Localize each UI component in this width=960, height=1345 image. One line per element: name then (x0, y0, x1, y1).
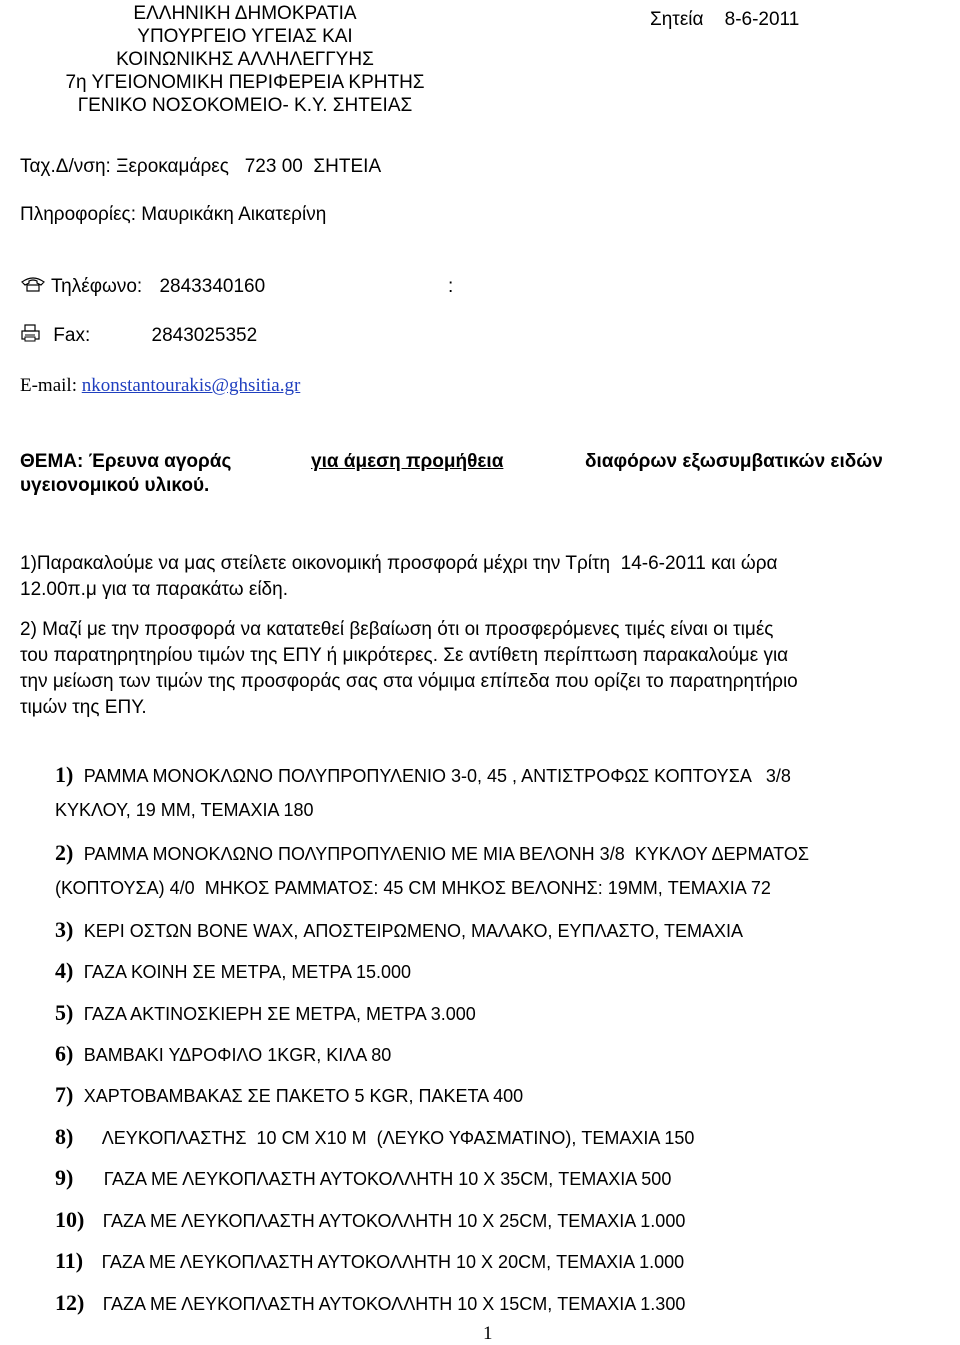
paragraph-2-line-3: την μείωση των τιμών της προσφοράς σας στα νόμιμα επίπεδα που ορίζει το παρατηρητήριο (20, 671, 798, 692)
list-item (55, 1207, 685, 1233)
paragraph-2-line-2: του παρατηρητηρίου τιμών της ΕΠΥ ή μικρότερες. Σε αντίθετη περίπτωση παρακαλούμε για (20, 645, 789, 666)
item-number: 11) (55, 1248, 84, 1273)
address-value: Ξεροκαμάρες 723 00 ΣΗΤΕΙΑ (116, 156, 382, 177)
item-number: 2) (55, 840, 74, 865)
page-number: 1 (483, 1323, 493, 1344)
item-number: 1) (55, 762, 74, 787)
item-number: 6) (55, 1041, 74, 1066)
document-date: 8-6-2011 (724, 9, 800, 30)
info-label: Πληροφορίες: (20, 204, 136, 225)
info-value: Μαυρικάκη Αικατερίνη (141, 204, 327, 225)
item-text: ΛΕΥΚΟΠΛΑΣΤΗΣ 10 CM X10 M (ΛΕΥΚΟ ΥΦΑΣΜΑΤΙΝΟ), ΤΕΜΑΧΙΑ 150 (101, 1128, 695, 1148)
list-item (55, 1165, 671, 1191)
list-item (55, 1000, 476, 1026)
item-text-continued: ΚΥΚΛΟΥ, 19 ΜΜ, ΤΕΜΑΧΙΑ 180 (55, 800, 314, 820)
org-line-5: ΓΕΝΙΚΟ ΝΟΣΟΚΟΜΕΙΟ- Κ.Υ. ΣΗΤΕΙΑΣ (77, 95, 413, 116)
phone-label: Τηλέφωνο: (50, 276, 143, 297)
fax-icon (20, 324, 42, 348)
subject-line-2: υγειονομικού υλικού. (20, 475, 210, 496)
org-line-4: 7η ΥΓΕΙΟΝΟΜΙΚΗ ΠΕΡΙΦΕΡΕΙΑ ΚΡΗΤΗΣ (65, 72, 425, 93)
item-text: ΒΑΜΒΑΚΙ ΥΔΡΟΦΙΛΟ 1KGR, ΚΙΛΑ 80 (83, 1045, 392, 1065)
item-text: ΓΑΖΑ ΚΟΙΝΗ ΣΕ ΜΕΤΡΑ, ΜΕΤΡΑ 15.000 (83, 962, 412, 982)
item-text: ΓΑΖΑ ΜΕ ΛΕΥΚΟΠΛΑΣΤΗ ΑΥΤΟΚΟΛΛΗΤΗ 10 Χ 25CM, ΤΕΜΑΧΙΑ 1.000 (102, 1211, 686, 1231)
item-number: 3) (55, 917, 74, 942)
list-item (55, 1082, 523, 1108)
item-text: ΧΑΡΤΟΒΑΜΒΑΚΑΣ ΣΕ ΠΑΚΕΤΟ 5 KGR, ΠΑΚΕΤΑ 400 (83, 1086, 524, 1106)
email-link[interactable]: nkonstantourakis@ghsitia.gr (81, 375, 301, 396)
item-text: ΚΕΡΙ ΟΣΤΩΝ BONE WAX, ΑΠΟΣΤΕΙΡΩΜΕΝΟ, ΜΑΛΑΚΟ, ΕΥΠΛΑΣΤΟ, ΤΕΜΑΧΙΑ (83, 921, 744, 941)
info-line (20, 203, 326, 226)
subject-middle: για άμεση προμήθεια (311, 451, 504, 472)
item-text: ΡΑΜΜΑ ΜΟΝΟΚΛΩΝΟ ΠΟΛΥΠΡΟΠΥΛΕΝΙΟ ΜΕ ΜΙΑ ΒΕΛΟΝΗ 3/8 ΚΥΚΛΟΥ ΔΕΡΜΑΤΟΣ (83, 844, 809, 864)
item-number: 12) (55, 1290, 85, 1315)
item-text: ΡΑΜΜΑ ΜΟΝΟΚΛΩΝΟ ΠΟΛΥΠΡΟΠΥΛΕΝΙΟ 3-0, 45 , ΑΝΤΙΣΤΡΟΦΩΣ ΚΟΠΤΟΥΣΑ 3/8 (83, 766, 791, 786)
item-number: 7) (55, 1082, 74, 1107)
phone-colon: : (448, 276, 454, 297)
item-text-continued: (ΚΟΠΤΟΥΣΑ) 4/0 ΜΗΚΟΣ ΡΑΜΜΑΤΟΣ: 45 CM ΜΗΚΟΣ ΒΕΛΟΝΗΣ: 19MM, ΤΕΜΑΧΙΑ 72 (55, 878, 771, 898)
list-item (55, 1290, 685, 1316)
subject-end: διαφόρων εξωσυμβατικών ειδών (585, 451, 883, 472)
phone-line (20, 275, 265, 298)
paragraph-2-line-4: τιμών της ΕΠΥ. (20, 697, 147, 718)
list-item (55, 840, 809, 866)
fax-line (20, 324, 257, 348)
item-number: 8) (55, 1124, 74, 1149)
address-line (20, 155, 381, 178)
list-item (55, 1248, 684, 1274)
paragraph-1-line-2: 12.00π.μ για τα παρακάτω είδη. (20, 579, 288, 600)
item-text: ΓΑΖΑ ΜΕ ΛΕΥΚΟΠΛΑΣΤΗ ΑΥΤΟΚΟΛΛΗΤΗ 10 Χ 20CM, ΤΕΜΑΧΙΑ 1.000 (101, 1252, 685, 1272)
item-text: ΓΑΖΑ ΜΕ ΛΕΥΚΟΠΛΑΣΤΗ ΑΥΤΟΚΟΛΛΗΤΗ 10 Χ 35CM, ΤΕΜΑΧΙΑ 500 (103, 1169, 672, 1189)
org-line-2: ΥΠΟΥΡΓΕΙΟ ΥΓΕΙΑΣ ΚΑΙ (137, 26, 353, 47)
item-text: ΓΑΖΑ ΑΚΤΙΝΟΣΚΙΕΡΗ ΣΕ ΜΕΤΡΑ, ΜΕΤΡΑ 3.000 (83, 1004, 476, 1024)
item-number: 10) (55, 1207, 85, 1232)
org-header (60, 2, 430, 117)
item-number: 4) (55, 958, 74, 983)
fax-label: Fax: (53, 325, 91, 347)
org-line-1: ΕΛΛΗΝΙΚΗ ΔΗΜΟΚΡΑΤΙΑ (133, 3, 357, 24)
address-label: Ταχ.Δ/νση: (20, 156, 111, 177)
telephone-icon (20, 275, 46, 298)
place-date (650, 8, 799, 31)
email-label: E-mail: (20, 375, 77, 396)
list-item (55, 1124, 694, 1150)
list-item (55, 958, 411, 984)
paragraph-1-line-1: 1)Παρακαλούμε να μας στείλετε οικονομική προσφορά μέχρι την Τρίτη 14-6-2011 και ώρα (20, 553, 778, 574)
list-item (55, 762, 791, 788)
phone-value: 2843340160 (159, 276, 266, 297)
place: Σητεία (650, 9, 704, 30)
item-text: ΓΑΖΑ ΜΕ ΛΕΥΚΟΠΛΑΣΤΗ ΑΥΤΟΚΟΛΛΗΤΗ 10 Χ 15CM, ΤΕΜΑΧΙΑ 1.300 (102, 1294, 686, 1314)
email-line (20, 374, 300, 397)
list-item (55, 1041, 391, 1067)
list-item (55, 917, 743, 943)
subject-label: ΘΕΜΑ: Έρευνα αγοράς (20, 451, 232, 472)
fax-value: 2843025352 (151, 325, 258, 347)
item-number: 5) (55, 1000, 74, 1025)
org-line-3: ΚΟΙΝΩΝΙΚΗΣ ΑΛΛΗΛΕΓΓΥΗΣ (116, 49, 374, 70)
item-number: 9) (55, 1165, 74, 1190)
paragraph-2-line-1: 2) Μαζί με την προσφορά να κατατεθεί βεβαίωση ότι οι προσφερόμενες τιμές είναι οι τιμές (20, 619, 774, 640)
